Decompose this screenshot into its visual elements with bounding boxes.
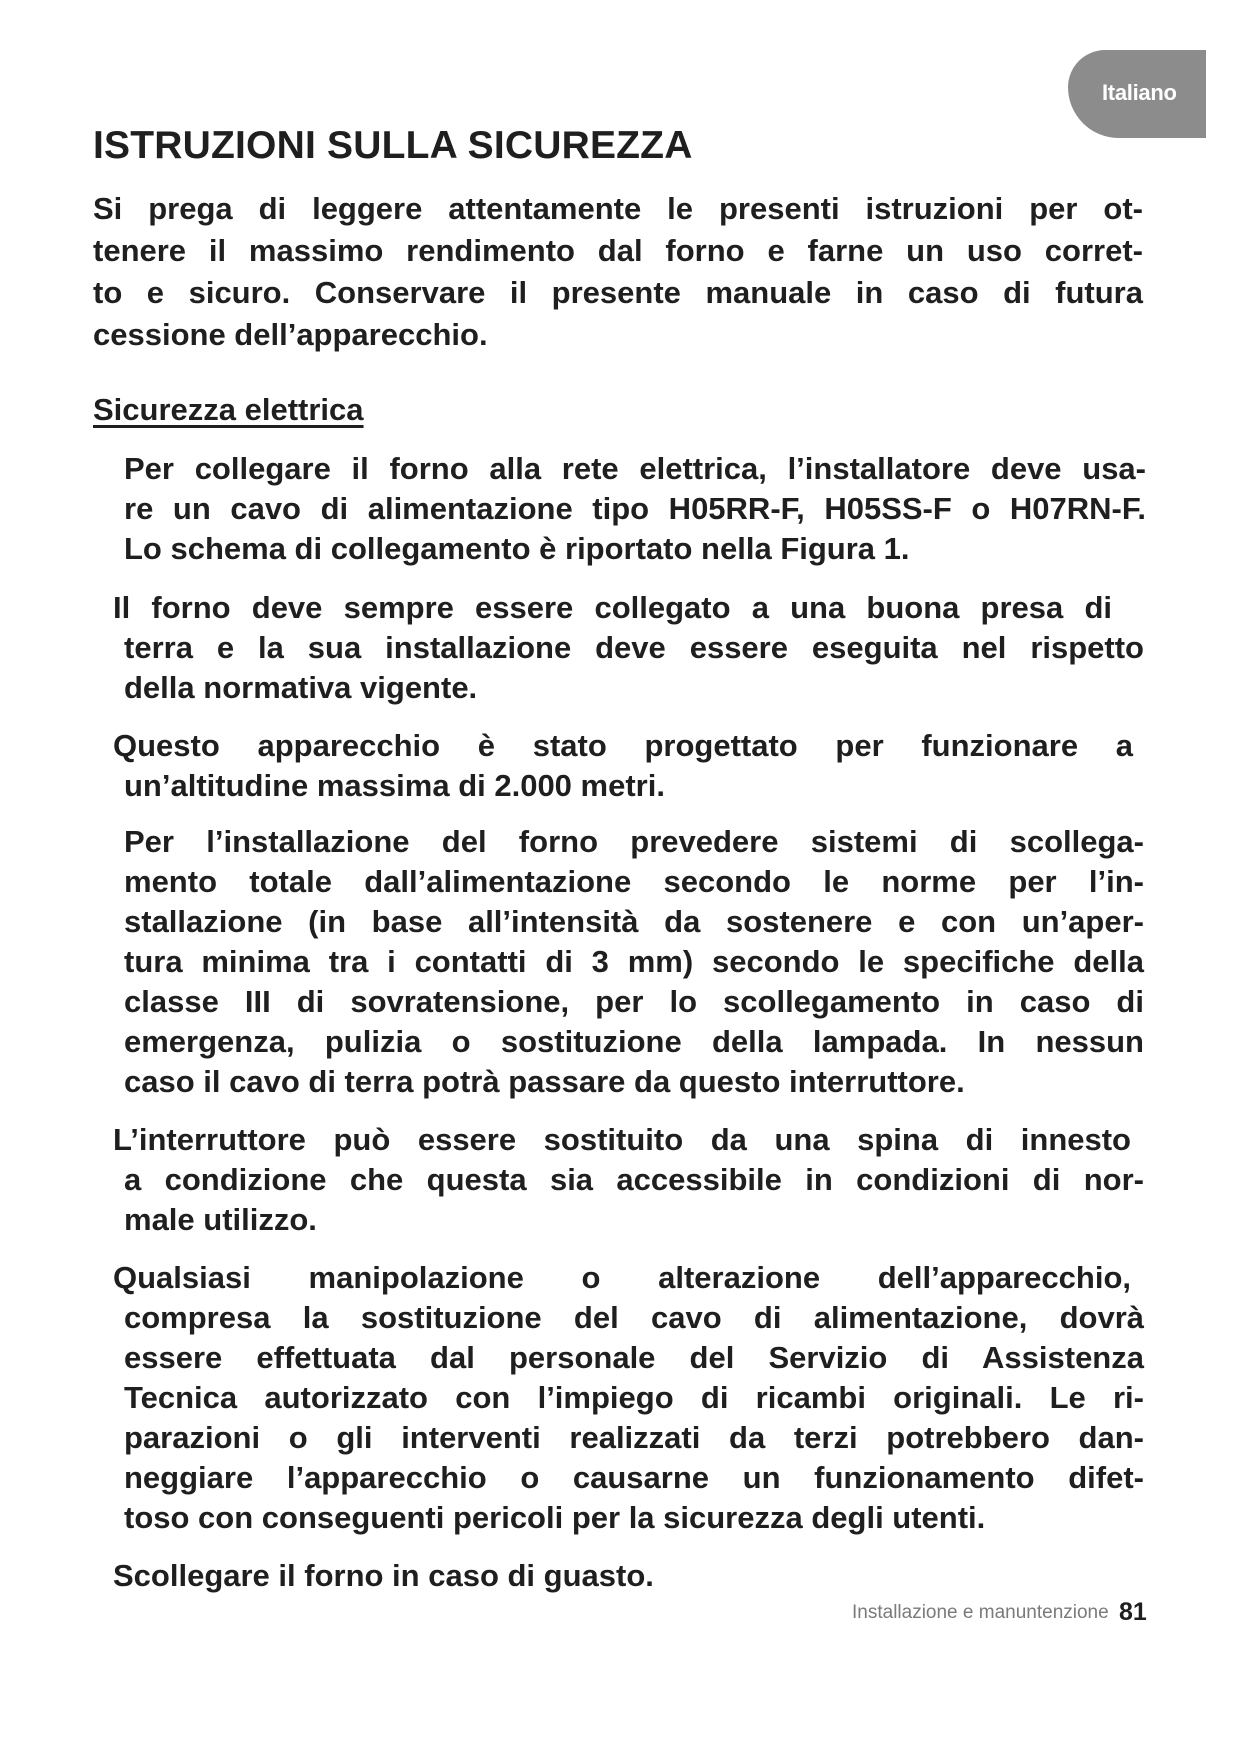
page-number: 81 [1119, 1598, 1147, 1626]
paragraph-line: a condizione che questa sia accessibile in condizioni di nor- [124, 1162, 1144, 1197]
paragraph-line: neggiare l’apparecchio o causarne un funzionamento difet- [124, 1460, 1144, 1495]
paragraph-line: toso con conseguenti pericoli per la sicurezza degli utenti. [124, 1500, 986, 1535]
paragraph-line: tura minima tra i contatti di 3 mm) secondo le specifiche della [124, 944, 1144, 979]
page-title: ISTRUZIONI SULLA SICUREZZA [93, 124, 693, 167]
paragraph-line: stallazione (in base all’intensità da sostenere e con un’aper- [124, 904, 1144, 939]
paragraph-line: compresa la sostituzione del cavo di alimentazione, dovrà [124, 1300, 1144, 1335]
paragraph-line: caso il cavo di terra potrà passare da questo interruttore. [124, 1064, 965, 1099]
paragraph-line: emergenza, pulizia o sostituzione della lampada. In nessun [124, 1024, 1144, 1059]
paragraph-line: Qualsiasi manipolazione o alterazione dell’apparecchio, [113, 1260, 1131, 1295]
intro-paragraph [93, 188, 1143, 356]
language-tab [1068, 50, 1206, 138]
intro-line: cessione dell’apparecchio. [93, 317, 488, 352]
paragraph-line: Il forno deve sempre essere collegato a una buona presa di [113, 590, 1112, 625]
paragraph-line: Scollegare il forno in caso di guasto. [113, 1558, 654, 1593]
intro-line: to e sicuro. Conservare il presente manuale in caso di futura [93, 275, 1143, 310]
paragraph-line: della normativa vigente. [124, 670, 478, 705]
paragraph-line: Per collegare il forno alla rete elettrica, l’installatore deve usa- [124, 451, 1146, 486]
paragraph-line: Tecnica autorizzato con l’impiego di ricambi originali. Le ri- [124, 1380, 1144, 1415]
paragraph-line: re un cavo di alimentazione tipo H05RR-F, H05SS-F o H07RN-F. [124, 491, 1146, 526]
paragraph-line: terra e la sua installazione deve essere eseguita nel rispetto [124, 630, 1144, 665]
paragraph-line: essere effettuata dal personale del Servizio di Assistenza [124, 1340, 1144, 1375]
paragraph-line: parazioni o gli interventi realizzati da terzi potrebbero dan- [124, 1420, 1144, 1455]
intro-line: Si prega di leggere attentamente le presenti istruzioni per ot- [93, 191, 1143, 226]
paragraph-line: L’interruttore può essere sostituito da una spina di innesto [113, 1122, 1131, 1157]
paragraph-line: Per l’installazione del forno prevedere sistemi di scollega- [124, 824, 1144, 859]
paragraph-line: classe III di sovratensione, per lo scollegamento in caso di [124, 984, 1144, 1019]
intro-line: tenere il massimo rendimento dal forno e farne un uso corret- [93, 233, 1143, 268]
language-tab-label: Italiano [1102, 80, 1177, 105]
paragraph-line: Lo schema di collegamento è riportato nella Figura 1. [124, 531, 910, 566]
section-heading: Sicurezza elettrica [93, 392, 364, 427]
paragraph-line: Questo apparecchio è stato progettato per funzionare a [113, 728, 1133, 763]
paragraph-line: mento totale dall’alimentazione secondo le norme per l’in- [124, 864, 1144, 899]
paragraph-line: un’altitudine massima di 2.000 metri. [124, 768, 665, 803]
footer-section-label: Installazione e manuntenzione [852, 1602, 1109, 1623]
paragraph-line: male utilizzo. [124, 1202, 317, 1237]
